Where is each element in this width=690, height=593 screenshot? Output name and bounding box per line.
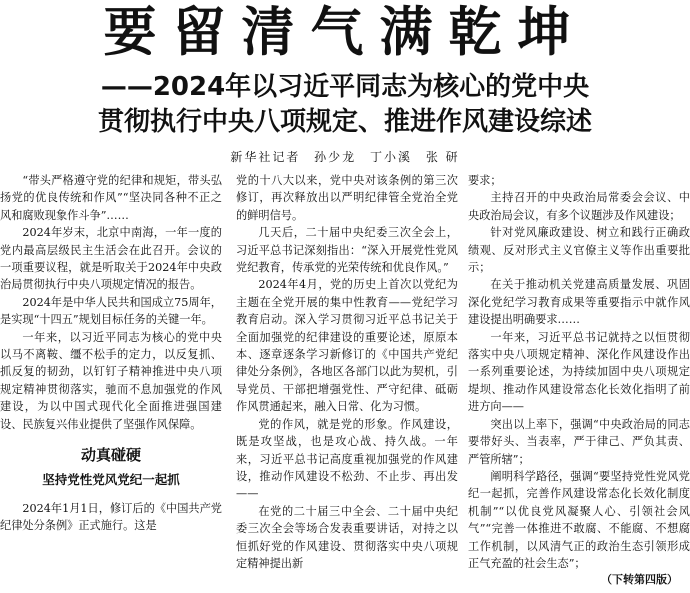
- column-3: [468, 172, 690, 593]
- article-body: [0, 172, 690, 593]
- paragraph: 党的十八大以来，党中央对该条例的第三次修订，再次释放出以严明纪律管全党治全党的鲜明信号。: [236, 174, 458, 222]
- headline: 要留清气满乾坤: [103, 2, 587, 63]
- paragraph: 一年来，以习近平同志为核心的党中央以马不离鞍、缰不松手的定力，以反复抓、抓反复的韧劲，以钉钉子精神推进中央八项规定精神贯彻落实，驰而不息加强党的作风建设，为以中国式现代化全面推进强国建设、民族复兴伟业提供了坚强作风保障。: [0, 330, 222, 431]
- column-1: [0, 172, 222, 593]
- subtitle-line-2: 贯彻执行中央八项规定、推进作风建设综述: [97, 107, 592, 137]
- paragraph: “带头严格遵守党的纪律和规矩，带头弘扬党的优良传统和作风”“坚决同各种不正之风和腐败现象作斗争”……: [0, 174, 222, 222]
- author-name: 丁小溪: [370, 150, 413, 164]
- paragraph: 要求；: [468, 174, 502, 187]
- paragraph: 2024年4月，党的历史上首次以党纪为主题在全党开展的集中性教育——党纪学习教育启动。深入学习贯彻习近平总书记关于全面加强党的纪律建设的重要论述，原原本本、逐章逐条学习新修订的《中国共产党纪律处分条例》，各地区各部门以此为契机，引导党员、干部把增强党性、严守纪律、砥砺作风贯通起来，融入日常、化为习惯。: [236, 278, 458, 414]
- paragraph: 阐明科学路径，强调“要坚持党性党风党纪一起抓，完善作风建设常态化长效化制度机制”“以优良党风凝聚人心、引领社会风气”“完善一体推进不敢腐、不能腐、不想腐工作机制，以风清气正的政治生态引领形成正气充盈的社会生态”；: [468, 469, 690, 570]
- paragraph: 党的作风，就是党的形象。作风建设，既是攻坚战，也是攻心战、持久战。一年来，习近平总书记高度重视加强党的作风建设，推动作风建设不松劲、不止步、再出发——: [236, 417, 458, 501]
- paragraph: 几天后，二十届中央纪委三次全会上，习近平总书记深刻指出：“深入开展党性党风党纪教育，传承党的光荣传统和优良作风。”: [236, 226, 458, 275]
- paragraph: 2024年1月1日，修订后的《中国共产党纪律处分条例》正式施行。这是: [0, 501, 222, 533]
- continued-note: （下转第四版）: [601, 573, 678, 586]
- subtitle-line-1: ——2024年以习近平同志为核心的党中央: [100, 72, 590, 102]
- paragraph: 在关于推动机关党建高质量发展、巩固深化党纪学习教育成果等重要指示中就作风建设提出明确要求……: [468, 278, 690, 327]
- author-name: 张 研: [425, 150, 460, 164]
- section-subtitle: 坚持党性党风党纪一起抓: [42, 471, 180, 487]
- byline: [0, 148, 690, 165]
- paragraph: 一年来，习近平总书记就持之以恒贯彻落实中央八项规定精神、深化作风建设作出一系列重要论述，为持续加固中央八项规定堤坝、推动作风建设常态化长效化指明了前进方向——: [468, 330, 690, 414]
- paragraph: 针对党风廉政建设、树立和践行正确政绩观、反对形式主义官僚主义等作出重要批示；: [468, 226, 690, 275]
- paragraph: 2024年是中华人民共和国成立75周年，是实现“十四五”规划目标任务的关键一年。: [0, 295, 222, 327]
- paragraph: 在党的二十届三中全会、二十届中央纪委三次全会等场合发表重要讲话，对持之以恒抓好党的作风建设、贯彻落实中央八项规定精神提出新: [236, 504, 458, 570]
- byline-prefix: 新华社记者: [230, 150, 301, 164]
- column-2: [236, 172, 458, 593]
- paragraph: 2024年岁末，北京中南海，一年一度的党内最高层级民主生活会在此召开。会议的一项重要议程，就是听取关于2024年中央政治局贯彻执行中央八项规定情况的报告。: [0, 226, 222, 292]
- paragraph: 突出以上率下，强调“中央政治局的同志要带好头、当表率，严于律己、严负其责、严管所辖”；: [468, 417, 690, 466]
- section-title: 动真碰硬: [80, 446, 141, 465]
- paragraph: 主持召开的中央政治局常委会会议、中央政治局会议，有多个议题涉及作风建设；: [468, 191, 690, 222]
- author-name: 孙少龙: [314, 150, 357, 164]
